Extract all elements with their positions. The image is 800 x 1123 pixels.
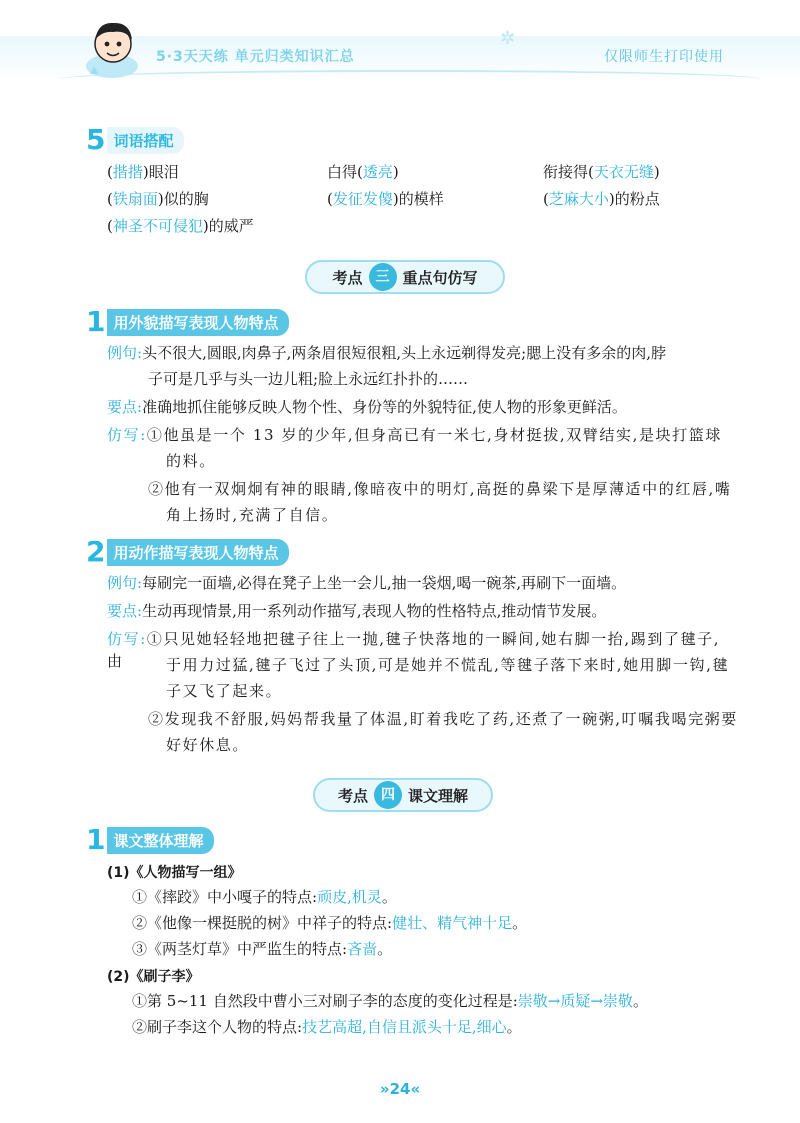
example-text: 头不很大,圆眼,肉鼻子,两条眉很短很粗,头上永远剃得发亮;腮上没有多余的肉,脖 (142, 344, 666, 362)
imitation-tag: 仿写: (107, 630, 147, 648)
kaodian-number-badge: 三 (369, 263, 397, 291)
kaodian-banner-4 (313, 778, 493, 812)
kaodian-title: 课文理解 (408, 786, 469, 805)
section-label: 词语搭配 (107, 127, 183, 154)
kaodian-number-badge: 四 (374, 781, 402, 809)
section-heading-action (86, 535, 289, 568)
section-heading-appearance (86, 305, 289, 338)
example-text: 每刷完一面墙,必得在凳子上坐一会儿,抽一袋烟,喝一碗茶,再刷下一面墙。 (142, 574, 627, 592)
imitation-text: ②他有一双炯炯有神的眼睛,像暗夜中的明灯,高挺的鼻梁下是厚薄适中的红唇,嘴 (148, 480, 732, 498)
header-wave-decoration (60, 70, 760, 88)
example-tag: 例句: (107, 344, 143, 362)
section-label: 课文整体理解 (107, 827, 213, 854)
list-item: ②刷子李这个人物的特点:技艺高超,自信且派头十足,细心。 (132, 1018, 522, 1036)
section-number: 5 (86, 123, 106, 156)
word-pair: 衔接得(天衣无缝) (543, 163, 660, 181)
section-number: 2 (86, 535, 106, 568)
example-sentence (107, 342, 727, 364)
kaodian-label: 考点 (337, 786, 368, 805)
page-header (0, 0, 800, 96)
word-pair: (铁扇面)似的胸 (107, 190, 209, 208)
example-continuation: 子可是几乎与头一边儿粗;脸上永远红扑扑的…… (148, 370, 469, 388)
key-text: 生动再现情景,用一系列动作描写,表现人物的性格特点,推动情节发展。 (142, 602, 607, 620)
list-item: ②《他像一棵挺脱的树》中祥子的特点:健壮、精气神十足。 (132, 914, 528, 932)
section-heading-text-understanding (86, 823, 214, 856)
imitation-continuation: 角上扬时,充满了自信。 (166, 506, 339, 524)
kaodian-banner-3 (305, 260, 505, 294)
section-number: 1 (86, 305, 106, 338)
key-tag: 要点: (107, 602, 143, 620)
example-tag: 例句: (107, 574, 143, 592)
imitation-text: ②发现我不舒服,妈妈帮我量了体温,盯着我吃了药,还煮了一碗粥,叮嘱我喝完粥要 (148, 710, 738, 728)
kaodian-label: 考点 (332, 268, 363, 287)
page-ornament-right-icon: « (410, 1080, 421, 1098)
header-print-note: 仅限师生打印使用 (604, 49, 724, 65)
word-pair: (神圣不可侵犯)的威严 (107, 217, 254, 235)
word-pair: (发征发傻)的模样 (327, 190, 444, 208)
imitation-continuation: 好好休息。 (166, 736, 250, 754)
key-text: 准确地抓住能够反映人物个性、身份等的外貌特征,使人物的形象更鲜活。 (142, 398, 627, 416)
page-ornament-left-icon: » (379, 1080, 390, 1098)
example-sentence (107, 572, 727, 594)
imitation-text: ①只见她轻轻地把毽子往上一抛,毽子快落地的一瞬间,她右脚一抬,踢到了毽子,由 (107, 630, 721, 670)
section-label: 用外貌描写表现人物特点 (107, 309, 288, 336)
imitation-continuation: 子又飞了起来。 (166, 682, 283, 700)
imitation (107, 424, 727, 446)
key-tag: 要点: (107, 398, 143, 416)
key-point (107, 396, 727, 418)
list-item: ①《摔跤》中小嘎子的特点:顽皮,机灵。 (132, 888, 397, 906)
page-number: »24« (379, 1080, 421, 1098)
kaodian-title: 重点句仿写 (402, 268, 478, 287)
list-item: ③《两茎灯草》中严监生的特点:吝啬。 (132, 940, 393, 958)
word-pair: (揩揩)眼泪 (107, 163, 179, 181)
word-pair: 白得(透亮) (327, 163, 399, 181)
word-pair: (芝麻大小)的粉点 (543, 190, 660, 208)
list-item: ①第 5~11 自然段中曹小三对刷子李的态度的变化过程是:崇敬→质疑→崇敬。 (132, 992, 648, 1010)
imitation-continuation: 的料。 (166, 452, 216, 470)
subsection-title: (2)《刷子李》 (107, 969, 200, 985)
key-point (107, 600, 727, 622)
header-title: 5·3天天练 单元归类知识汇总 (156, 49, 355, 65)
section-number: 1 (86, 823, 106, 856)
subsection-title: (1)《人物描写一组》 (107, 865, 242, 881)
mascot-boy-icon (82, 14, 144, 80)
imitation-tag: 仿写: (107, 426, 147, 444)
star-icon: ✲ (500, 28, 516, 49)
section-heading-word-matching (86, 123, 184, 156)
imitation-text: ①他虽是一个 13 岁的少年,但身高已有一米七,身材挺拔,双臂结实,是块打篮球 (146, 426, 722, 444)
imitation-continuation: 于用力过猛,毽子飞过了头顶,可是她并不慌乱,等毽子落下来时,她用脚一钩,毽 (166, 656, 730, 674)
section-label: 用动作描写表现人物特点 (107, 539, 288, 566)
